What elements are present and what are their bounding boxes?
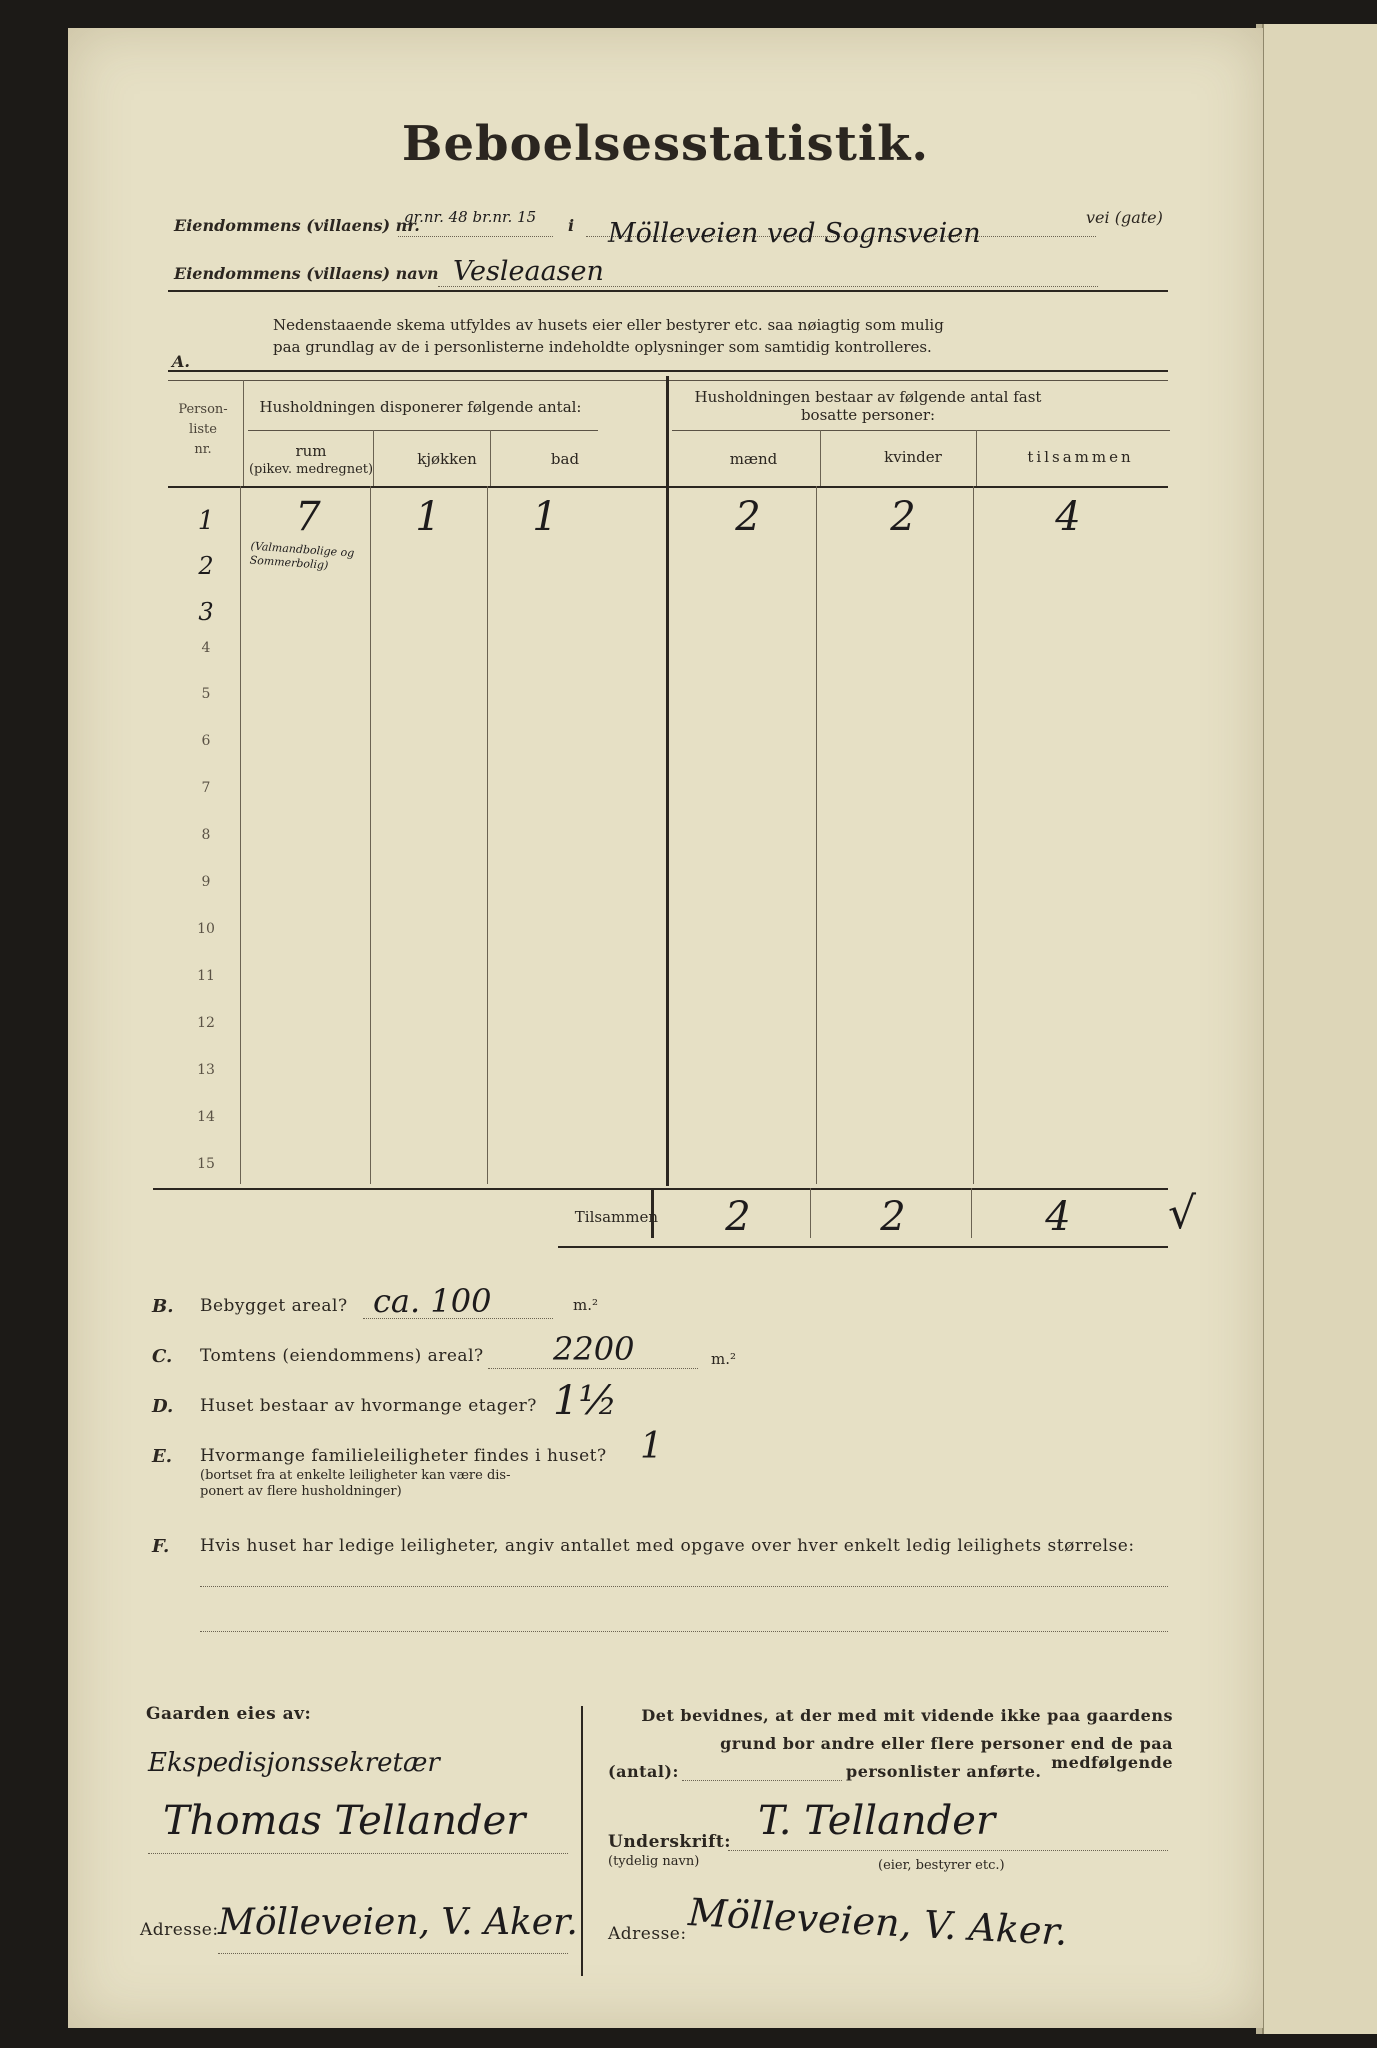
question-b-unit: m.²	[573, 1296, 599, 1314]
property-street-value: Mölleveien ved Sognsveien	[608, 218, 981, 249]
property-i-label: i	[568, 216, 575, 235]
cert-line-3-right: personlister anførte.	[846, 1762, 1042, 1781]
property-nr-value: gr.nr. 48 br.nr. 15	[404, 208, 537, 226]
row-number: 5	[201, 686, 211, 702]
cert-line-3-left: (antal):	[608, 1762, 679, 1781]
question-d-answer: 1½	[553, 1378, 618, 1424]
row1-maend: 2	[735, 494, 761, 540]
property-name-label: Eiendommens (villaens) navn	[174, 264, 439, 283]
cert-address-label: Adresse:	[608, 1924, 687, 1944]
question-e-answer: 1	[640, 1426, 663, 1467]
property-street-suffix: vei (gate)	[1086, 208, 1163, 227]
col-tilsammen-header: tilsammen	[1027, 448, 1134, 466]
signature-sub: (tydelig navn)	[608, 1854, 700, 1869]
totals-maend: 2	[725, 1194, 751, 1240]
row1-kvinder: 2	[890, 494, 916, 540]
totals-label: Tilsammen	[574, 1208, 658, 1226]
row-number: 15	[197, 1156, 215, 1172]
row1-tilsammen: 4	[1055, 494, 1081, 540]
owner-heading: Gaarden eies av:	[146, 1704, 312, 1724]
col-rum-sub: (pikev. medregnet)	[248, 462, 374, 477]
row1-bad: 1	[532, 494, 558, 540]
signature-value: T. Tellander	[758, 1798, 996, 1844]
col-kjokken-header: kjøkken	[417, 450, 477, 468]
signature-role: (eier, bestyrer etc.)	[878, 1858, 1005, 1873]
question-e-note-1: (bortset fra at enkelte leiligheter kan være dis-	[200, 1468, 511, 1483]
row-number: 6	[201, 733, 211, 749]
row1-kjokken: 1	[415, 494, 441, 540]
section-a-letter: A.	[172, 352, 190, 371]
row-number: 10	[197, 921, 215, 937]
owner-address-value: Mölleveien, V. Aker.	[218, 1902, 578, 1943]
question-b-letter: B.	[152, 1296, 174, 1317]
row1-rum-note: (Valmandbolige og Sommerbolig)	[249, 539, 355, 572]
check-mark: √	[1168, 1188, 1197, 1239]
row-number: 12	[197, 1015, 215, 1031]
owner-line-1: Ekspedisjonssekretær	[148, 1748, 440, 1778]
question-c-unit: m.²	[711, 1350, 737, 1368]
property-nr-label: Eiendommens (villaens) nr.	[174, 216, 420, 235]
row-number: 2	[198, 552, 214, 580]
row-number: 8	[201, 827, 211, 843]
question-d-letter: D.	[152, 1396, 174, 1417]
question-e-letter: E.	[152, 1446, 172, 1467]
adjacent-page	[1262, 24, 1377, 2034]
question-b-text: Bebygget areal?	[200, 1296, 348, 1316]
col-rum-header: rum	[295, 442, 327, 460]
cert-line-2: grund bor andre eller flere personer end de paa medfølgende	[720, 1734, 1173, 1772]
col-maend-header: mænd	[729, 450, 778, 468]
instructions-line-2: paa grundlag av de i personlisterne indeholdte oplysninger som samtidig kontrolleres.	[273, 338, 932, 356]
question-c-answer: 2200	[553, 1330, 635, 1368]
row-number: 4	[201, 640, 211, 656]
row-number: 1	[197, 506, 215, 536]
question-d-text: Huset bestaar av hvormange etager?	[200, 1396, 537, 1416]
property-name-value: Vesleaasen	[453, 256, 604, 287]
cert-address-value: Mölleveien, V. Aker.	[687, 1890, 1069, 1954]
group1-header: Husholdningen disponerer følgende antal:	[259, 398, 582, 416]
question-c-text: Tomtens (eiendommens) areal?	[200, 1346, 484, 1366]
owner-line-2: Thomas Tellander	[163, 1798, 526, 1844]
question-f-letter: F.	[152, 1536, 170, 1557]
form-page	[68, 28, 1263, 2028]
instructions-line-1: Nedenstaaende skema utfyldes av husets eier eller bestyrer etc. saa nøiagtig som mulig	[273, 316, 944, 334]
col-personliste-header: Person- liste nr.	[178, 402, 228, 457]
question-f-text: Hvis huset har ledige leiligheter, angiv antallet med opgave over hver enkelt ledig leilighets størrelse:	[200, 1536, 1135, 1556]
page-title: Beboelsesstatistik.	[401, 116, 930, 172]
owner-address-label: Adresse:	[140, 1920, 219, 1940]
question-e-text: Hvormange familieleiligheter findes i huset?	[200, 1446, 607, 1466]
group2-header-line1: Husholdningen bestaar av følgende antal fast	[694, 388, 1042, 406]
row-number: 7	[201, 780, 211, 796]
signature-label: Underskrift:	[608, 1832, 732, 1852]
totals-tilsammen: 4	[1045, 1194, 1071, 1240]
question-b-answer: ca. 100	[373, 1282, 492, 1320]
row-number: 13	[197, 1062, 215, 1078]
totals-kvinder: 2	[880, 1194, 906, 1240]
row-number: 11	[197, 968, 215, 984]
col-bad-header: bad	[550, 450, 580, 468]
col-kvinder-header: kvinder	[884, 448, 942, 466]
row1-rum: 7	[295, 494, 321, 540]
row-number: 3	[198, 598, 214, 626]
cert-line-1: Det bevidnes, at der med mit vidende ikke paa gaardens	[641, 1706, 1173, 1725]
question-c-letter: C.	[152, 1346, 173, 1367]
question-e-note-2: ponert av flere husholdninger)	[200, 1484, 402, 1499]
row-number: 14	[197, 1109, 215, 1125]
row-number: 9	[201, 874, 211, 890]
group2-header-line2: bosatte personer:	[800, 406, 936, 424]
